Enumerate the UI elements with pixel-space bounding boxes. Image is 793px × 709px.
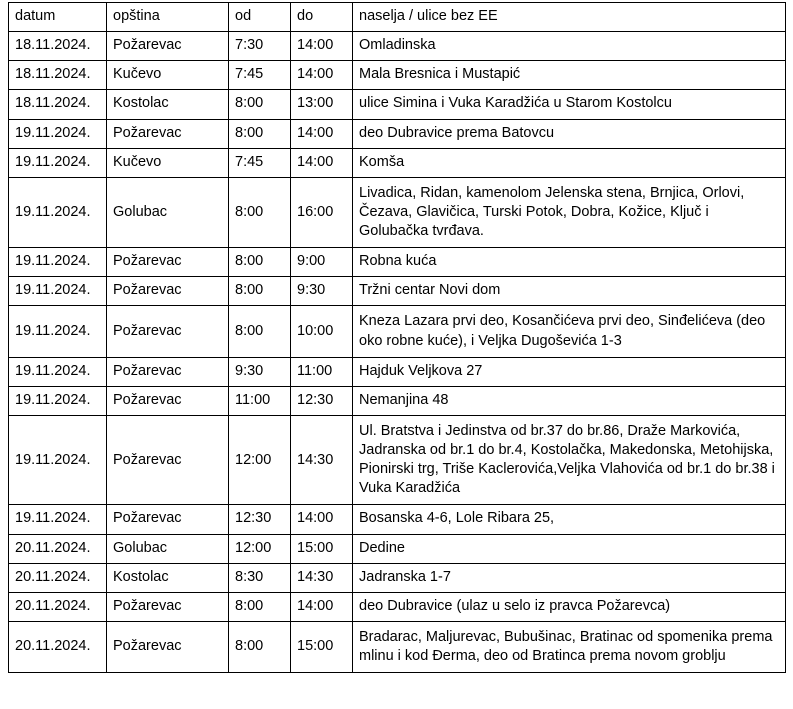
table-row [9, 61, 786, 90]
column-header-datum: datum [9, 3, 107, 32]
cell-opstina: Golubac [107, 177, 229, 247]
cell-do: 15:00 [291, 534, 353, 563]
cell-datum: 19.11.2024. [9, 306, 107, 357]
cell-naselja: Tržni centar Novi dom [353, 277, 786, 306]
cell-do: 14:00 [291, 592, 353, 621]
cell-opstina: Požarevac [107, 357, 229, 386]
cell-do: 11:00 [291, 357, 353, 386]
cell-datum: 19.11.2024. [9, 248, 107, 277]
cell-od: 8:00 [229, 621, 291, 672]
cell-opstina: Požarevac [107, 32, 229, 61]
table-row [9, 415, 786, 505]
table-row [9, 248, 786, 277]
cell-datum: 20.11.2024. [9, 563, 107, 592]
table-row [9, 177, 786, 247]
cell-naselja: Omladinska [353, 32, 786, 61]
table-row [9, 306, 786, 357]
table-row [9, 621, 786, 672]
cell-naselja: Dedine [353, 534, 786, 563]
cell-naselja: Bradarac, Maljurevac, Bubušinac, Bratinac od spomenika prema mlinu i kod Đerma, deo od Bratinca prema novom groblju [353, 621, 786, 672]
cell-naselja: Robna kuća [353, 248, 786, 277]
cell-opstina: Kostolac [107, 563, 229, 592]
cell-od: 9:30 [229, 357, 291, 386]
cell-od: 8:00 [229, 592, 291, 621]
cell-naselja: Hajduk Veljkova 27 [353, 357, 786, 386]
cell-datum: 19.11.2024. [9, 386, 107, 415]
table-row [9, 357, 786, 386]
cell-datum: 19.11.2024. [9, 148, 107, 177]
table-row [9, 90, 786, 119]
cell-naselja: Mala Bresnica i Mustapić [353, 61, 786, 90]
column-header-naselja: naselja / ulice bez EE [353, 3, 786, 32]
cell-do: 14:00 [291, 32, 353, 61]
cell-datum: 18.11.2024. [9, 61, 107, 90]
cell-opstina: Požarevac [107, 248, 229, 277]
table-row [9, 505, 786, 534]
cell-od: 7:30 [229, 32, 291, 61]
cell-opstina: Požarevac [107, 277, 229, 306]
cell-naselja: deo Dubravice prema Batovcu [353, 119, 786, 148]
cell-do: 15:00 [291, 621, 353, 672]
cell-naselja: Bosanska 4-6, Lole Ribara 25, [353, 505, 786, 534]
cell-od: 8:30 [229, 563, 291, 592]
cell-naselja: deo Dubravice (ulaz u selo iz pravca Požarevca) [353, 592, 786, 621]
cell-datum: 20.11.2024. [9, 592, 107, 621]
cell-opstina: Požarevac [107, 415, 229, 505]
cell-datum: 19.11.2024. [9, 119, 107, 148]
cell-od: 7:45 [229, 61, 291, 90]
cell-datum: 20.11.2024. [9, 621, 107, 672]
cell-datum: 18.11.2024. [9, 90, 107, 119]
cell-naselja: Jadranska 1-7 [353, 563, 786, 592]
cell-opstina: Kučevo [107, 61, 229, 90]
cell-opstina: Požarevac [107, 306, 229, 357]
cell-od: 8:00 [229, 306, 291, 357]
cell-opstina: Požarevac [107, 592, 229, 621]
cell-datum: 20.11.2024. [9, 534, 107, 563]
table-header-row [9, 3, 786, 32]
cell-od: 7:45 [229, 148, 291, 177]
table-row [9, 592, 786, 621]
table-row [9, 563, 786, 592]
table-row [9, 119, 786, 148]
cell-opstina: Požarevac [107, 119, 229, 148]
column-header-opstina: opština [107, 3, 229, 32]
cell-od: 8:00 [229, 119, 291, 148]
cell-od: 8:00 [229, 277, 291, 306]
cell-do: 16:00 [291, 177, 353, 247]
cell-do: 14:00 [291, 61, 353, 90]
cell-od: 12:30 [229, 505, 291, 534]
cell-od: 8:00 [229, 90, 291, 119]
cell-naselja: Ul. Bratstva i Jedinstva od br.37 do br.86, Draže Markovića, Jadranska od br.1 do br.4, Kostolačka, Makedonska, Metohijska, Pionirski trg, Triše Kaclerovića,Veljka Vlahovića od br.1 do br.38 i Vuka Karadžića [353, 415, 786, 505]
cell-do: 14:00 [291, 119, 353, 148]
cell-od: 8:00 [229, 177, 291, 247]
table-row [9, 277, 786, 306]
power-outage-table [8, 2, 786, 673]
cell-do: 14:30 [291, 415, 353, 505]
cell-do: 13:00 [291, 90, 353, 119]
cell-datum: 19.11.2024. [9, 177, 107, 247]
cell-opstina: Golubac [107, 534, 229, 563]
cell-od: 12:00 [229, 534, 291, 563]
cell-naselja: Kneza Lazara prvi deo, Kosančićeva prvi deo, Sinđelićeva (deo oko robne kuće), i Veljka Dugoševića 1-3 [353, 306, 786, 357]
cell-datum: 18.11.2024. [9, 32, 107, 61]
cell-do: 14:30 [291, 563, 353, 592]
cell-opstina: Požarevac [107, 621, 229, 672]
cell-naselja: Nemanjina 48 [353, 386, 786, 415]
table-row [9, 32, 786, 61]
cell-datum: 19.11.2024. [9, 277, 107, 306]
cell-datum: 19.11.2024. [9, 505, 107, 534]
cell-od: 8:00 [229, 248, 291, 277]
cell-naselja: Livadica, Ridan, kamenolom Jelenska stena, Brnjica, Orlovi, Čezava, Glavičica, Turski Potok, Dobra, Kožice, Ključ i Golubačka tvrđava. [353, 177, 786, 247]
column-header-do: do [291, 3, 353, 32]
table-header [9, 3, 786, 32]
column-header-od: od [229, 3, 291, 32]
cell-do: 14:00 [291, 505, 353, 534]
table-body [9, 32, 786, 673]
table-row [9, 386, 786, 415]
cell-datum: 19.11.2024. [9, 415, 107, 505]
cell-od: 11:00 [229, 386, 291, 415]
cell-opstina: Požarevac [107, 505, 229, 534]
cell-do: 9:30 [291, 277, 353, 306]
cell-opstina: Požarevac [107, 386, 229, 415]
cell-do: 10:00 [291, 306, 353, 357]
cell-od: 12:00 [229, 415, 291, 505]
cell-datum: 19.11.2024. [9, 357, 107, 386]
cell-opstina: Kučevo [107, 148, 229, 177]
cell-opstina: Kostolac [107, 90, 229, 119]
cell-naselja: Komša [353, 148, 786, 177]
cell-naselja: ulice Simina i Vuka Karadžića u Starom Kostolcu [353, 90, 786, 119]
cell-do: 12:30 [291, 386, 353, 415]
table-row [9, 148, 786, 177]
cell-do: 14:00 [291, 148, 353, 177]
cell-do: 9:00 [291, 248, 353, 277]
table-row [9, 534, 786, 563]
